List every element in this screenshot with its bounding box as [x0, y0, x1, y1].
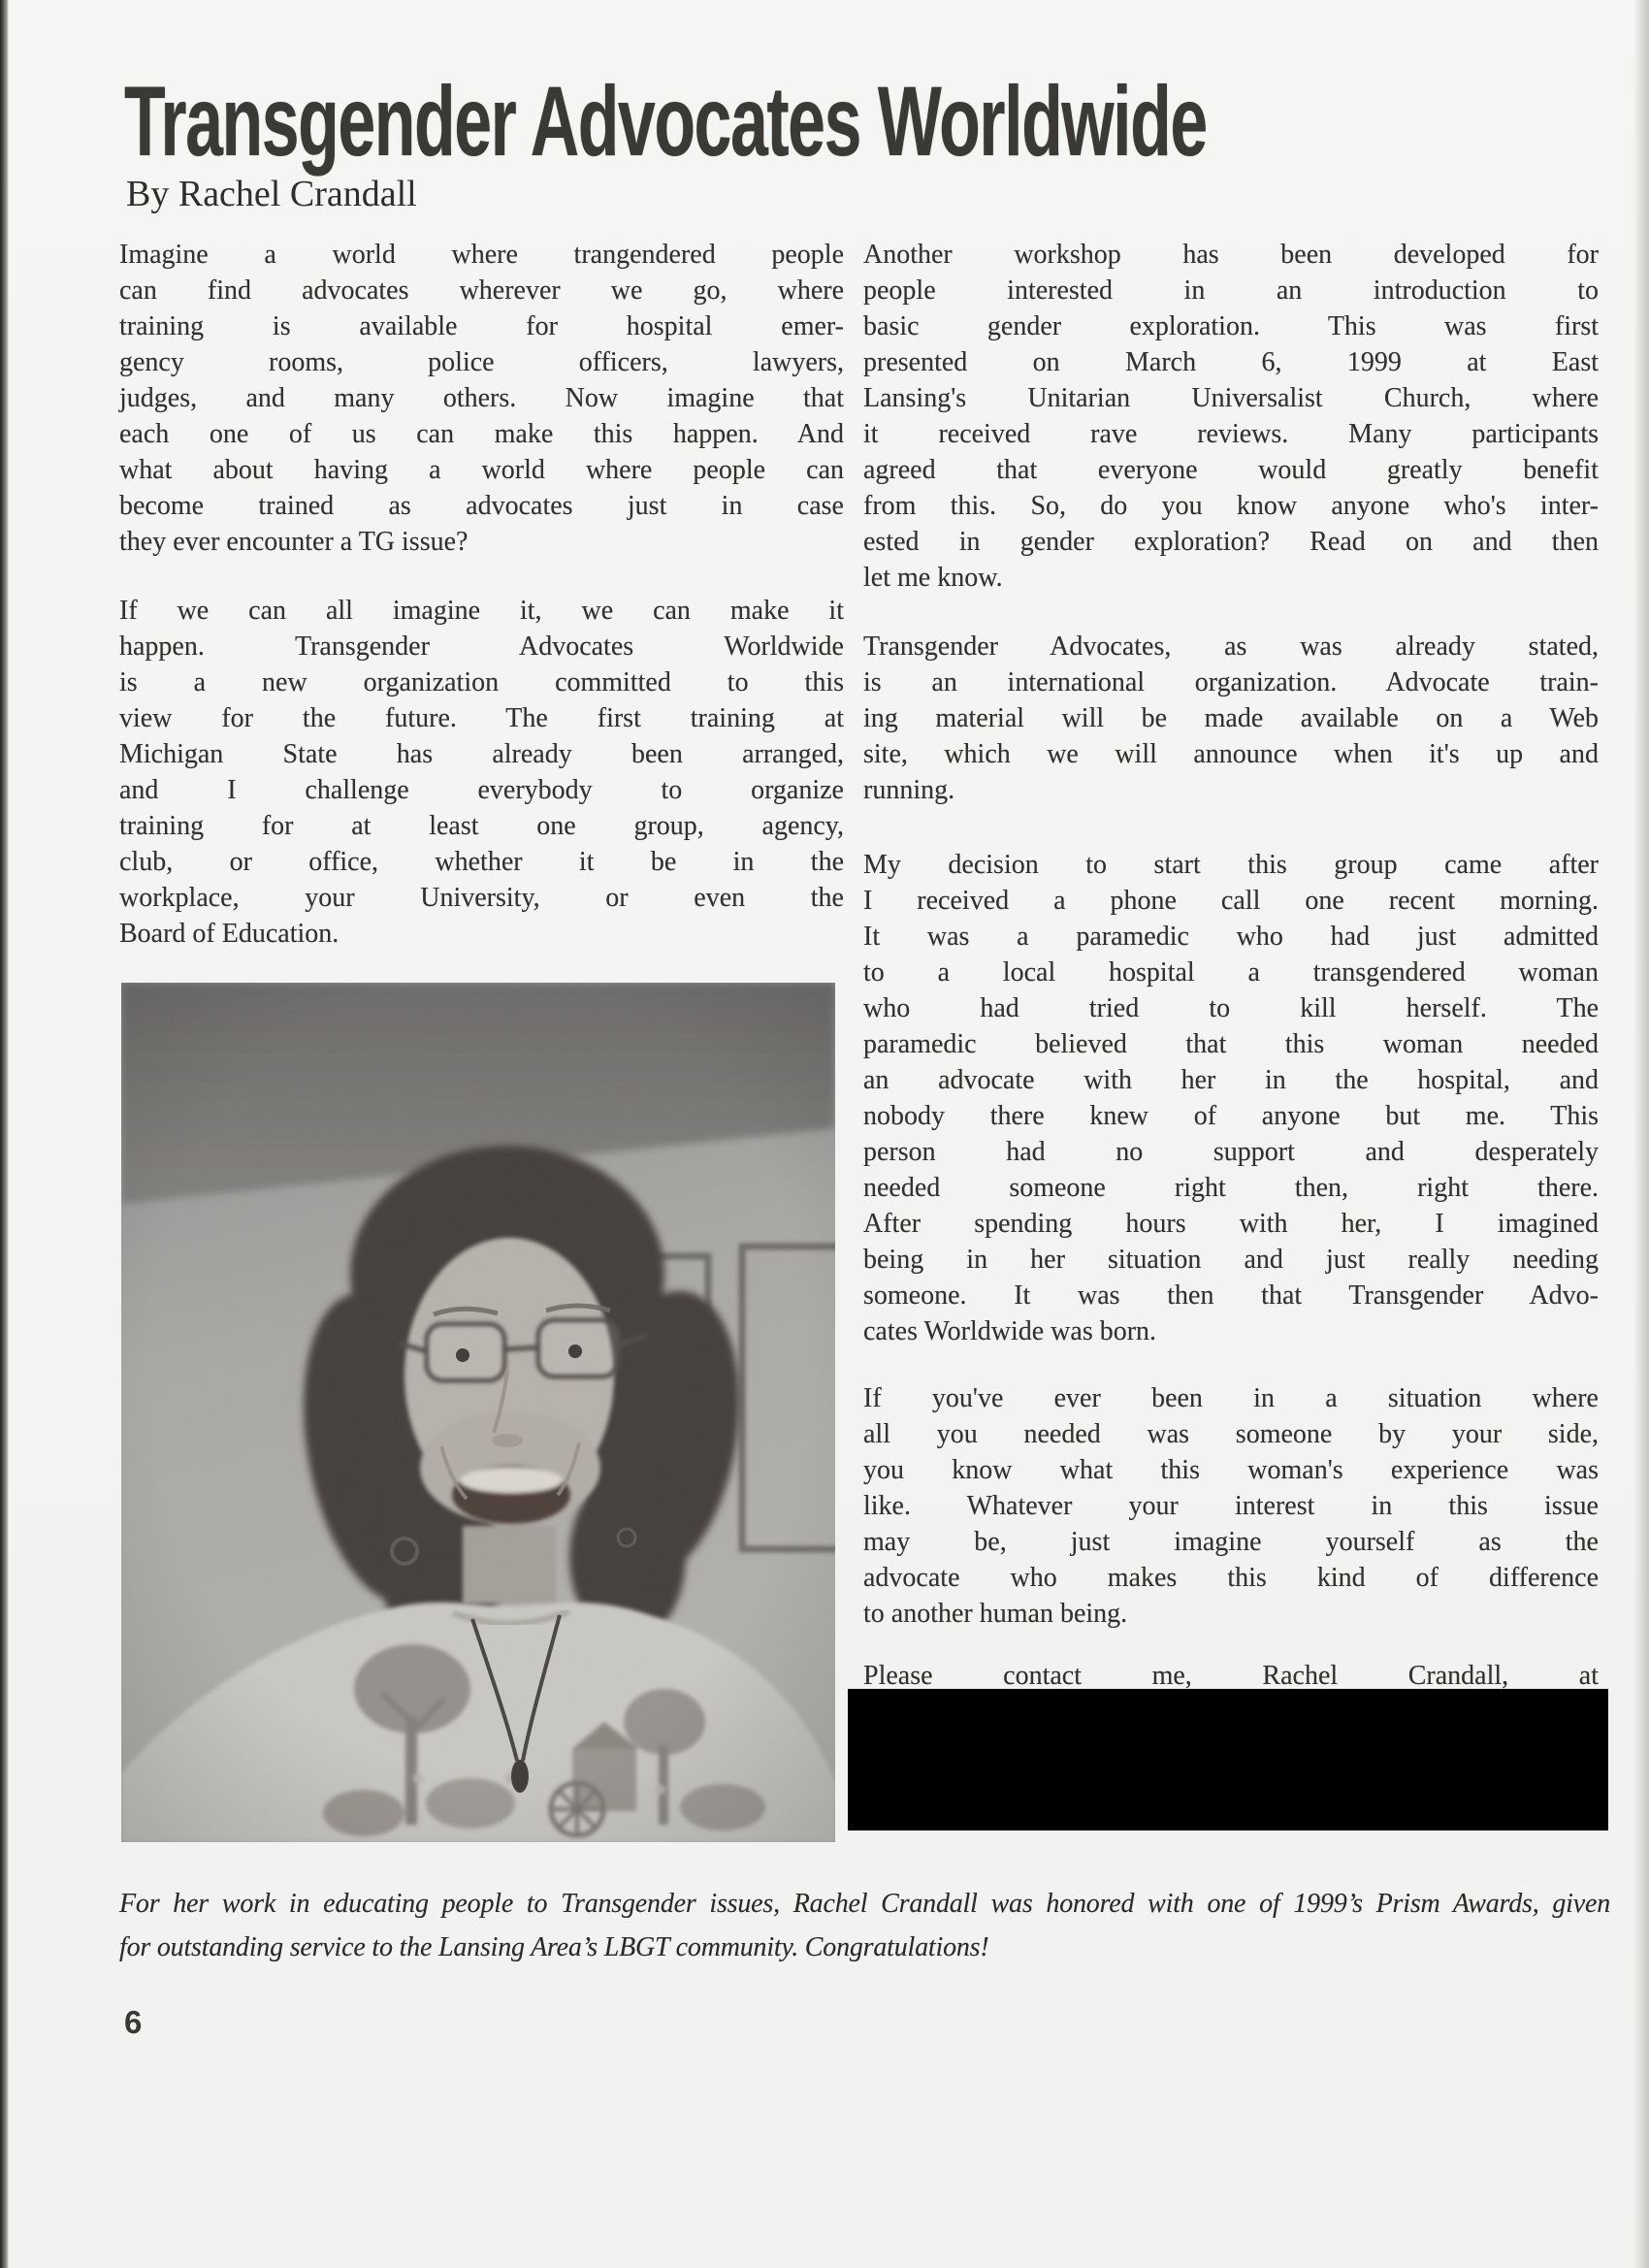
text-line: For her work in educating people to Transgender issues, Rachel Crandall was honored with one of 1999’s Prism Awards, given	[119, 1889, 1610, 1919]
text-line: My decision to start this group came after	[863, 850, 1599, 880]
text-line: each one of us can make this happen. And	[119, 419, 844, 449]
text-line: like. Whatever your interest in this issue	[863, 1491, 1599, 1521]
text-line: training is available for hospital emer-	[119, 311, 844, 341]
text-line: After spending hours with her, I imagined	[863, 1209, 1599, 1239]
paragraph	[119, 593, 844, 952]
text-line: someone. It was then that Transgender Advo-	[863, 1280, 1599, 1311]
text-line: needed someone right then, right there.	[863, 1173, 1599, 1203]
byline: By Rachel Crandall	[126, 174, 417, 214]
text-line: Please contact me, Rachel Crandall, at	[863, 1661, 1599, 1691]
paragraph	[863, 629, 1599, 808]
paragraph	[863, 237, 1599, 596]
text-line: judges, and many others. Now imagine that	[119, 383, 844, 413]
text-line: basic gender exploration. This was first	[863, 311, 1599, 341]
text-line: Imagine a world where trangendered people	[119, 240, 844, 270]
text-line: ested in gender exploration? Read on and then	[863, 527, 1599, 557]
text-line: person had no support and desperately	[863, 1137, 1599, 1167]
scan-edge-left	[0, 0, 9, 2268]
photo-illustration	[121, 983, 835, 1842]
text-line: from this. So, do you know anyone who's inter-	[863, 491, 1599, 521]
text-line: Another workshop has been developed for	[863, 240, 1599, 270]
photo-caption	[119, 1882, 1610, 1969]
text-line: being in her situation and just really needing	[863, 1245, 1599, 1275]
text-line: agreed that everyone would greatly benefit	[863, 455, 1599, 485]
text-line: view for the future. The first training at	[119, 703, 844, 733]
text-line: ing material will be made available on a Web	[863, 703, 1599, 733]
text-line: site, which we will announce when it's up and	[863, 739, 1599, 769]
paragraph	[863, 847, 1599, 1349]
scan-edge-right	[1633, 0, 1649, 2268]
text-line: to another human being.	[863, 1599, 1128, 1629]
text-line: it received rave reviews. Many participants	[863, 419, 1599, 449]
paragraph	[119, 237, 844, 560]
article-header	[124, 65, 1628, 178]
text-line: may be, just imagine yourself as the	[863, 1527, 1599, 1557]
text-line: happen. Transgender Advocates Worldwide	[119, 632, 844, 662]
redaction-box	[848, 1689, 1608, 1831]
page-title: Transgender Advocates Worldwide	[124, 65, 1207, 178]
text-line: what about having a world where people can	[119, 455, 844, 485]
text-line: who had tried to kill herself. The	[863, 993, 1599, 1023]
text-line: to a local hospital a transgendered woman	[863, 957, 1599, 988]
paragraph	[863, 1658, 1599, 1694]
text-line: you know what this woman's experience was	[863, 1455, 1599, 1485]
column-left	[119, 237, 844, 952]
text-line: If we can all imagine it, we can make it	[119, 596, 844, 626]
text-line: nobody there knew of anyone but me. This	[863, 1101, 1599, 1131]
text-line: Michigan State has already been arranged,	[119, 739, 844, 769]
paragraph	[863, 1380, 1599, 1632]
text-line: Lansing's Unitarian Universalist Church, where	[863, 383, 1599, 413]
text-line: running.	[863, 775, 955, 805]
text-line: Transgender Advocates, as was already stated,	[863, 632, 1599, 662]
text-line: training for at least one group, agency,	[119, 811, 844, 841]
text-line: If you've ever been in a situation where	[863, 1383, 1599, 1413]
text-line: club, or office, whether it be in the	[119, 847, 844, 877]
text-line: can find advocates wherever we go, where	[119, 275, 844, 306]
text-line: presented on March 6, 1999 at East	[863, 347, 1599, 377]
text-line: they ever encounter a TG issue?	[119, 527, 469, 557]
text-line: Board of Education.	[119, 919, 340, 949]
text-line: paramedic believed that this woman needed	[863, 1029, 1599, 1059]
text-line: let me know.	[863, 563, 1003, 593]
text-line: is an international organization. Advocate train-	[863, 667, 1599, 697]
text-line: all you needed was someone by your side,	[863, 1419, 1599, 1449]
text-line: become trained as advocates just in case	[119, 491, 844, 521]
text-line: an advocate with her in the hospital, and	[863, 1065, 1599, 1095]
text-line: advocate who makes this kind of difference	[863, 1563, 1599, 1593]
text-line: cates Worldwide was born.	[863, 1316, 1157, 1346]
text-line: gency rooms, police officers, lawyers,	[119, 347, 844, 377]
text-line: people interested in an introduction to	[863, 275, 1599, 306]
text-line: workplace, your University, or even the	[119, 883, 844, 913]
text-line: for outstanding service to the Lansing Area’s LBGT community. Congratulations!	[119, 1932, 989, 1962]
photo	[121, 983, 835, 1842]
page-number: 6	[124, 2004, 143, 2040]
text-line: and I challenge everybody to organize	[119, 775, 844, 805]
text-line: I received a phone call one recent morning.	[863, 886, 1599, 916]
text-line: is a new organization committed to this	[119, 667, 844, 697]
column-right	[863, 237, 1599, 1831]
text-line: It was a paramedic who had just admitted	[863, 922, 1599, 952]
